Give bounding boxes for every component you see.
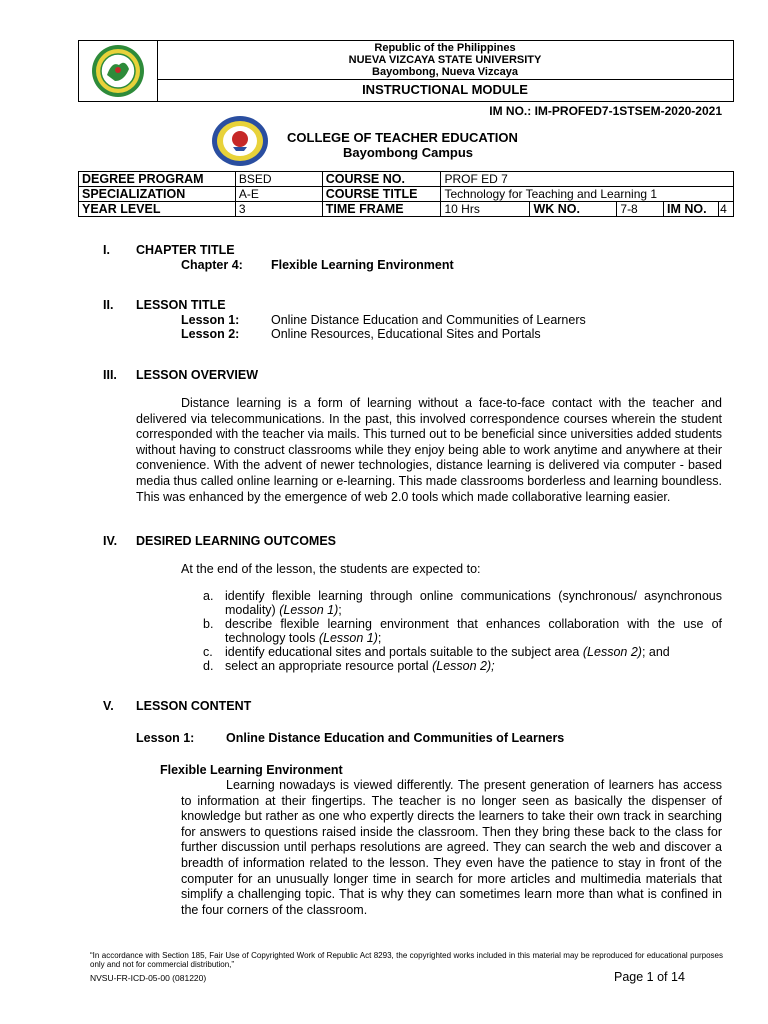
outcome-end: ;	[338, 603, 342, 617]
list-marker: a.	[203, 589, 214, 603]
outcome-text: select an appropriate resource portal	[225, 659, 429, 673]
section-title: LESSON OVERVIEW	[136, 368, 259, 382]
outcomes-intro: At the end of the lesson, the students are expected to:	[181, 562, 481, 576]
content-paragraph: Learning nowadays is viewed differently. The present generation of learners has access to information at their fingertips. The teacher is no longer seen as basically the dispenser of knowledge but rather as one who expertly directs the learners to take their own track in searching for answers to questions raised inside the classroom. Then they bring these back to the class for further discussion until perhaps resolutions are agreed. They can search the web and discover a breadth of information related to the lesson. They even have the patience to stay in front of the computer for an unusually longer time in search for more articles and multimedia materials that simplify a challenging topic. That is why they can sometimes learn more than what is confined in the four corners of the classroom.	[181, 778, 722, 917]
course-title-value: Technology for Teaching and Learning 1	[441, 187, 734, 202]
table-row	[79, 187, 734, 202]
im-no-value: 4	[719, 202, 734, 217]
specialization-value: A-E	[235, 187, 322, 202]
wk-no-label: WK NO.	[530, 202, 617, 217]
content-lesson-title: Online Distance Education and Communities of Learners	[226, 731, 565, 745]
section-title: LESSON TITLE	[136, 298, 226, 312]
list-item	[181, 645, 722, 659]
section-number: IV.	[103, 534, 118, 548]
list-marker: b.	[203, 617, 214, 631]
outcome-text: describe flexible learning environment that enhances collaboration with the use of technology tools	[225, 617, 722, 645]
time-frame-value: 10 Hrs	[441, 202, 530, 217]
lesson2-label: Lesson 2:	[181, 327, 240, 341]
university-seal-cell	[79, 41, 158, 101]
course-no-label: COURSE NO.	[322, 172, 441, 187]
list-item	[181, 617, 722, 645]
lesson1-title: Online Distance Education and Communities of Learners	[271, 313, 586, 327]
section-number: II.	[103, 298, 114, 312]
lesson1-label: Lesson 1:	[181, 313, 240, 327]
table-row	[79, 202, 734, 217]
section-title: DESIRED LEARNING OUTCOMES	[136, 534, 337, 548]
college-seal-icon	[211, 115, 269, 167]
module-title: INSTRUCTIONAL MODULE	[362, 82, 528, 97]
form-code: NVSU-FR-ICD-05-00 (081220)	[90, 973, 207, 983]
outcome-text: identify flexible learning through online communications (synchronous/ asynchronous modality)	[225, 589, 722, 617]
copyright-note: “In accordance with Section 185, Fair Use of Copyrighted Work of Republic Act 8293, the copyrighted works included in this material may be reproduced for educational purposes only and not for commercial distribution,”	[90, 951, 723, 969]
content-subheading: Flexible Learning Environment	[160, 763, 343, 777]
year-level-value: 3	[235, 202, 322, 217]
chapter-label: Chapter 4:	[181, 258, 243, 272]
lesson2-title: Online Resources, Educational Sites and Portals	[271, 327, 541, 341]
chapter-title: Flexible Learning Environment	[271, 258, 454, 272]
degree-program-label: DEGREE PROGRAM	[79, 172, 236, 187]
overview-paragraph: Distance learning is a form of learning without a face-to-face contact with the teacher and delivered via telecommunications. In the past, this involved correspondence courses wherein the student corresponded with the teacher via mails. This turned out to be beneficial since universities added students without having to construct classrooms while they enjoy being able to work anytime and anywhere at their convenience. With the advent of newer technologies, distance learning is delivered via computer - based media thus called online learning or e-learning. This made classrooms borderless and learning boundless. This was enhanced by the emergence of web 2.0 tools which made collaborative learning easier.	[136, 396, 722, 504]
republic-line: Republic of the Philippines	[374, 42, 516, 54]
outcome-ref: (Lesson 2);	[432, 659, 495, 673]
outcome-ref: (Lesson 2)	[582, 645, 642, 659]
year-level-label: YEAR LEVEL	[79, 202, 236, 217]
list-marker: d.	[203, 659, 214, 673]
wk-no-value: 7-8	[617, 202, 664, 217]
im-number: IM NO.: IM-PROFED7-1STSEM-2020-2021	[489, 104, 722, 118]
outcome-ref: (Lesson 1)	[318, 631, 378, 645]
page-number: Page 1 of 14	[614, 970, 685, 984]
outcome-ref: (Lesson 1)	[279, 603, 339, 617]
time-frame-label: TIME FRAME	[322, 202, 441, 217]
outcomes-list	[181, 589, 722, 673]
college-heading	[287, 130, 518, 160]
university-seal-icon	[79, 41, 157, 101]
header-institution	[157, 41, 733, 80]
section-number: I.	[103, 243, 110, 257]
section-number: V.	[103, 699, 114, 713]
list-marker: c.	[203, 645, 213, 659]
degree-program-value: BSED	[235, 172, 322, 187]
course-title-label: COURSE TITLE	[322, 187, 441, 202]
table-row	[79, 172, 734, 187]
list-item	[181, 659, 722, 673]
university-location: Bayombong, Nueva Vizcaya	[372, 66, 518, 78]
section-title: LESSON CONTENT	[136, 699, 252, 713]
campus-name: Bayombong Campus	[343, 145, 474, 160]
header-box	[78, 40, 734, 102]
im-no-label: IM NO.	[664, 202, 719, 217]
outcome-end: ; and	[641, 645, 670, 659]
section-number: III.	[103, 368, 117, 382]
content-lesson-label: Lesson 1:	[136, 731, 195, 745]
list-item	[181, 589, 722, 617]
university-name: NUEVA VIZCAYA STATE UNIVERSITY	[348, 54, 542, 66]
course-no-value: PROF ED 7	[441, 172, 734, 187]
course-info-table	[78, 171, 734, 217]
outcome-text: identify educational sites and portals suitable to the subject area	[225, 645, 580, 659]
outcome-end: ;	[377, 631, 382, 645]
specialization-label: SPECIALIZATION	[79, 187, 236, 202]
college-name: COLLEGE OF TEACHER EDUCATION	[287, 130, 518, 145]
section-title: CHAPTER TITLE	[136, 243, 235, 257]
